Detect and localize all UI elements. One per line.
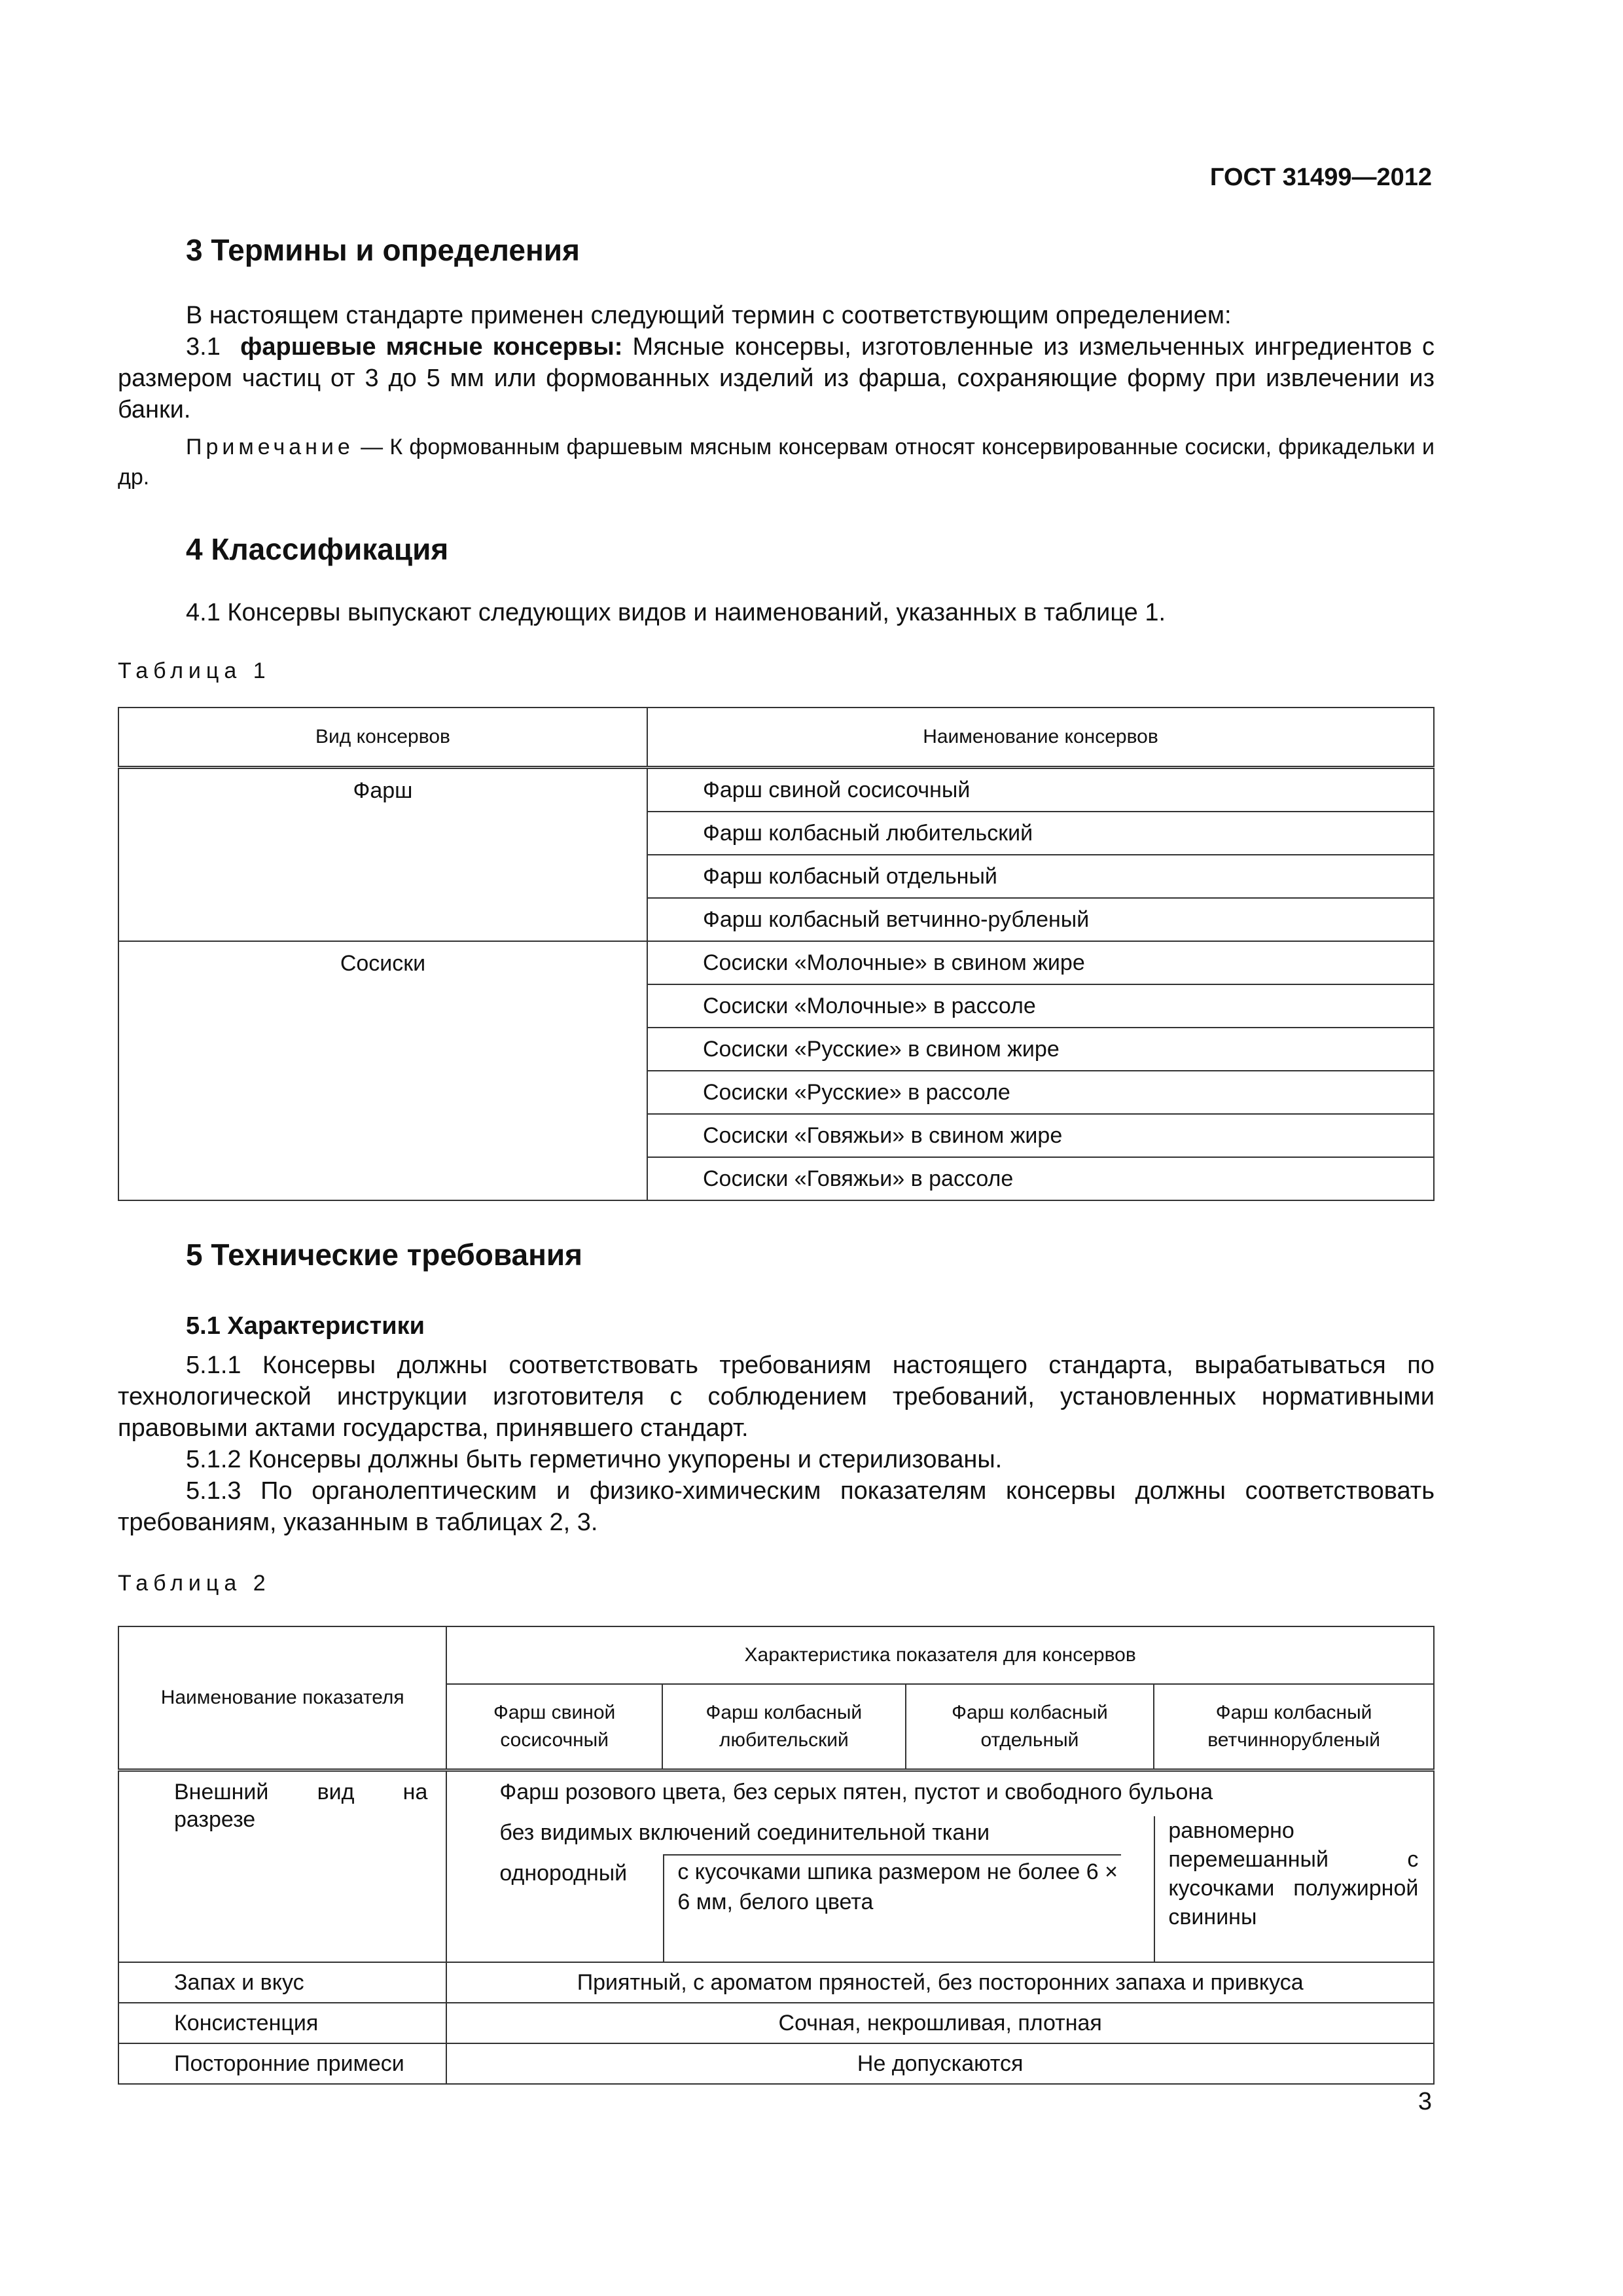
table-1-col-kind: Вид консервов bbox=[118, 708, 647, 768]
term-3-1 bbox=[118, 331, 1435, 425]
section-5-body bbox=[118, 1350, 1435, 1538]
page-number: 3 bbox=[1418, 2088, 1432, 2115]
note-label: Примечание bbox=[186, 435, 354, 459]
name-cell: Сосиски «Молочные» в свином жире bbox=[647, 941, 1434, 984]
table-2-col-group: Характеристика показателя для консервов bbox=[446, 1626, 1434, 1684]
appearance-no-tissue: без видимых включений соединительной ткани bbox=[499, 1820, 990, 1845]
subcol-pork-sausage: Фарш свиной сосисочный bbox=[446, 1684, 662, 1770]
appearance-fat-pieces: с кусочками шпика размером не более 6 × 6 мм, белого цвета bbox=[663, 1854, 1121, 1963]
appearance-ham: равномерно перемешанный с кусочками полужирной свинины bbox=[1154, 1816, 1434, 1963]
name-cell: Фарш колбасный отдельный bbox=[647, 855, 1434, 898]
table-2-header-row bbox=[118, 1626, 1434, 1684]
table-1-col-name: Наименование консервов bbox=[647, 708, 1434, 768]
table-1-header bbox=[118, 708, 1434, 768]
name-cell: Сосиски «Говяжьи» в свином жире bbox=[647, 1114, 1434, 1157]
name-cell: Фарш колбасный любительский bbox=[647, 812, 1434, 855]
table-1 bbox=[118, 707, 1435, 1201]
row-name-smell: Запах и вкус bbox=[118, 1962, 446, 2003]
kind-cell: Сосиски bbox=[118, 941, 647, 1200]
impurities-value: Не допускаются bbox=[446, 2043, 1434, 2084]
table-row bbox=[118, 768, 1434, 812]
table-1-caption: Таблица 1 bbox=[118, 658, 271, 683]
subcol-separate: Фарш колбасный отдельный bbox=[906, 1684, 1154, 1770]
paragraph-5-1-3: 5.1.3 По органолептическим и физико-химическим показателям консервы должны соответствовать требованиям, указанным в таблицах 2, 3. bbox=[118, 1477, 1435, 1536]
name-cell: Фарш колбасный ветчинно-рубленый bbox=[647, 898, 1434, 941]
appearance-homogeneous: однородный bbox=[499, 1861, 628, 1886]
paragraph-5-1-2: 5.1.2 Консервы должны быть герметично укупорены и стерилизованы. bbox=[186, 1446, 1003, 1473]
name-cell: Фарш свиной сосисочный bbox=[647, 768, 1434, 812]
table-2-col-indicator: Наименование показателя bbox=[118, 1626, 446, 1770]
section-4-heading: 4 Классификация bbox=[186, 532, 449, 566]
row-name-impurities: Посторонние примеси bbox=[118, 2043, 446, 2084]
note-text: — К формованным фаршевым мясным консервам относят консервированные сосиски, фрикадельки и др. bbox=[118, 435, 1435, 490]
name-cell: Сосиски «Русские» в свином жире bbox=[647, 1028, 1434, 1071]
note bbox=[118, 432, 1435, 492]
term-definition: Мясные консервы, изготовленные из измельченных ингредиентов с размером частиц от 3 до 5 мм или формованных изделий из фарша, сохраняющие форму при извлечении из банки. bbox=[118, 333, 1435, 423]
subcol-ham: Фарш колбасный ветчиннорубленый bbox=[1154, 1684, 1434, 1770]
row-name-appearance: Внешний вид на разрезе bbox=[118, 1770, 446, 1963]
term-number: 3.1 bbox=[186, 333, 221, 361]
subsection-5-1-heading: 5.1 Характеристики bbox=[186, 1312, 425, 1340]
smell-value: Приятный, с ароматом пряностей, без посторонних запаха и привкуса bbox=[446, 1962, 1434, 2003]
section-5-heading: 5 Технические требования bbox=[186, 1238, 582, 1272]
table-row bbox=[118, 1770, 1434, 1963]
term-name: фаршевые мясные консервы: bbox=[240, 333, 623, 361]
document-code: ГОСТ 31499—2012 bbox=[1209, 164, 1432, 191]
name-cell: Сосиски «Молочные» в рассоле bbox=[647, 984, 1434, 1028]
table-row bbox=[118, 941, 1434, 984]
paragraph-4-1: 4.1 Консервы выпускают следующих видов и наименований, указанных в таблице 1. bbox=[186, 599, 1166, 626]
table-2-caption: Таблица 2 bbox=[118, 1571, 271, 1596]
appearance-common: Фарш розового цвета, без серых пятен, пустот и свободного бульона bbox=[499, 1780, 1213, 1804]
table-row bbox=[118, 1962, 1434, 2003]
section-3-body bbox=[118, 300, 1435, 492]
section-3-heading: 3 Термины и определения bbox=[186, 233, 580, 267]
paragraph-5-1-1: 5.1.1 Консервы должны соответствовать требованиям настоящего стандарта, вырабатываться по технологической инструкции изготовителя с соблюдением требований, установленных нормативными правовыми актами государства, принявшего стандарт. bbox=[118, 1352, 1435, 1442]
appearance-cell bbox=[447, 1772, 1433, 1962]
section-3-intro: В настоящем стандарте применен следующий термин с соответствующим определением: bbox=[186, 302, 1232, 329]
table-row bbox=[118, 2003, 1434, 2043]
appearance-values bbox=[446, 1770, 1434, 1963]
consistency-value: Сочная, некрошливая, плотная bbox=[446, 2003, 1434, 2043]
name-cell: Сосиски «Говяжьи» в рассоле bbox=[647, 1157, 1434, 1200]
table-2 bbox=[118, 1626, 1435, 2085]
row-name-consistency: Консистенция bbox=[118, 2003, 446, 2043]
kind-cell: Фарш bbox=[118, 768, 647, 942]
table-row bbox=[118, 2043, 1434, 2084]
name-cell: Сосиски «Русские» в рассоле bbox=[647, 1071, 1434, 1114]
subcol-amateur: Фарш колбасный любительский bbox=[662, 1684, 906, 1770]
